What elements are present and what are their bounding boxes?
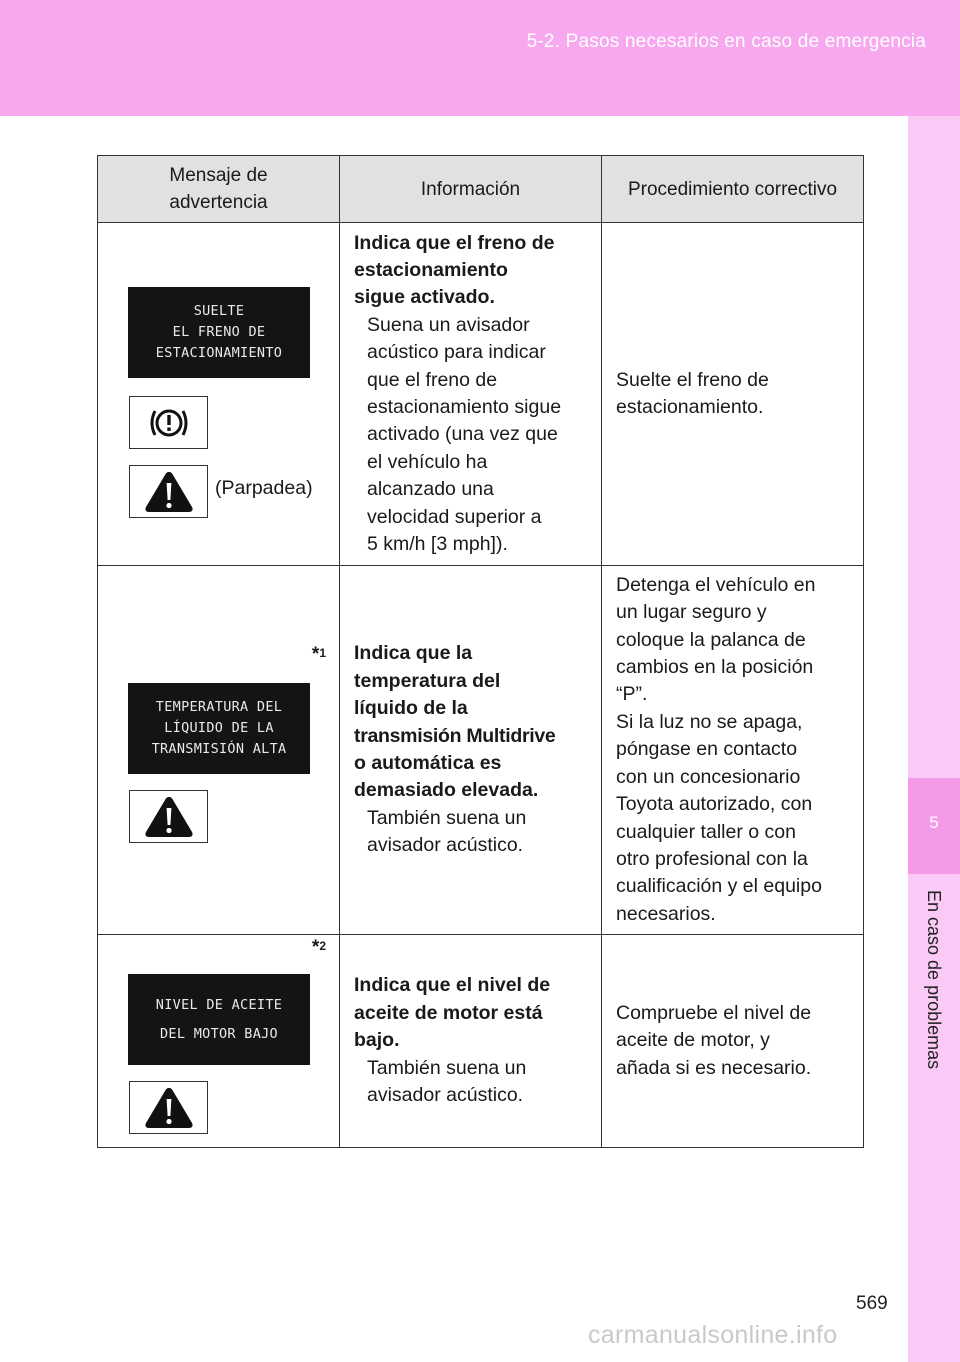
procedure-line: Compruebe el nivel de [616,1001,812,1024]
table-header-row [98,156,864,223]
table-row [98,223,864,566]
section-title: 5-2. Pasos necesarios en caso de emergencia [526,31,926,52]
header-message [98,156,340,223]
info-detail-line: el vehículo ha [367,450,488,473]
chapter-title: En caso de problemas [924,890,944,1070]
warning-triangle-icon [129,1081,208,1134]
procedure-line: añada si es necesario. [616,1056,812,1079]
info-detail-line: También suena un [367,1056,527,1079]
warning-triangle-icon [129,465,208,518]
info-detail-line: avisador acústico. [367,1084,524,1107]
procedure-line: cualquier taller o con [616,820,796,843]
procedure-line: coloque la palanca de [616,628,806,651]
warning-triangle-icon [129,790,208,843]
header-info: Información [340,156,602,223]
warning-message-cell [98,935,340,1148]
info-bold-line: estacionamiento [354,258,508,281]
info-bold-line: demasiado elevada. [354,779,539,802]
blink-label: (Parpadea) [215,477,313,499]
chapter-number-tab[interactable]: 5 [908,778,960,874]
procedure-cell [602,566,864,935]
multi-info-display [128,287,310,378]
page-number: 569 [856,1293,888,1314]
footnote-number: 2 [319,939,326,953]
procedure-line: póngase en contacto [616,738,798,761]
table-row [98,566,864,935]
info-bold-line: temperatura del [354,669,501,692]
procedure-line: un lugar seguro y [616,601,767,624]
info-detail-line: activado (una vez que [367,423,558,446]
multi-info-display [128,683,310,774]
procedure-line: estacionamiento. [616,396,764,418]
procedure-line: aceite de motor, y [616,1029,770,1052]
procedure-line: Toyota autorizado, con [616,793,813,816]
watermark: carmanualsonline.info [588,1321,838,1349]
display-text: DEL MOTOR BAJO [160,1025,278,1042]
display-text: SUELTE [193,303,245,319]
info-bold-line: Indica que el nivel de [354,974,551,997]
info-detail-line: velocidad superior a [367,505,542,528]
display-text: NIVEL DE ACEITE [155,996,283,1013]
procedure-line: “P”. [616,683,648,706]
information-cell [340,566,602,935]
multi-info-display [128,974,310,1065]
header-procedure: Procedimiento correctivo [602,156,864,223]
warning-message-table [97,155,864,1148]
table-row [98,935,864,1148]
procedure-line: Suelte el freno de [616,368,769,391]
procedure-cell [602,935,864,1148]
info-detail-line: 5 km/h [3 mph]). [367,533,508,556]
header-bar [0,0,960,116]
footnote-marker [312,937,326,959]
procedure-line: cualificación y el equipo [616,875,822,898]
footnote-number: 1 [319,646,326,660]
procedure-line: Si la luz no se apaga, [616,710,803,733]
info-detail-line: avisador acústico. [367,834,524,857]
display-text: TRANSMISIÓN ALTA [151,741,287,757]
info-bold-line: bajo. [354,1029,400,1052]
info-bold-line: aceite de motor está [354,1001,543,1024]
info-bold-line: Indica que la [354,642,473,665]
side-tab [908,116,960,1362]
info-detail-line: También suena un [367,806,527,829]
header-message-line: Mensaje de [169,165,268,186]
procedure-line: necesarios. [616,902,716,925]
info-bold-line: o automática es [354,752,502,774]
procedure-cell [602,223,864,566]
footnote-marker [312,644,326,666]
warning-message-cell [98,223,340,566]
header-message-line: advertencia [169,192,268,213]
display-text: ESTACIONAMIENTO [155,345,283,361]
display-text: TEMPERATURA DEL [155,699,283,715]
footnote-star: * [311,644,320,665]
info-bold-line: transmisión Multidrive [354,724,556,747]
footnote-star: * [311,937,320,958]
warning-message-cell [98,566,340,935]
info-detail-line: estacionamiento sigue [367,396,562,418]
info-bold-line: Indica que el freno de [354,231,555,254]
info-detail-line: alcanzado una [367,478,494,501]
procedure-line: con un concesionario [616,765,801,788]
chapter-title-tab [908,890,960,1100]
info-detail-line: acústico para indicar [367,341,546,364]
procedure-line: cambios en la posición [616,656,814,679]
info-detail-line: que el freno de [367,368,498,391]
display-text: EL FRENO DE [172,324,266,340]
info-bold-line: sigue activado. [354,286,495,309]
info-bold-line: líquido de la [354,697,468,720]
procedure-line: Detenga el vehículo en [616,573,816,596]
display-text: LÍQUIDO DE LA [164,720,274,736]
information-cell [340,223,602,566]
info-detail-line: Suena un avisador [367,313,530,336]
procedure-line: otro profesional con la [616,847,808,870]
information-cell [340,935,602,1148]
parking-brake-icon [129,396,208,449]
